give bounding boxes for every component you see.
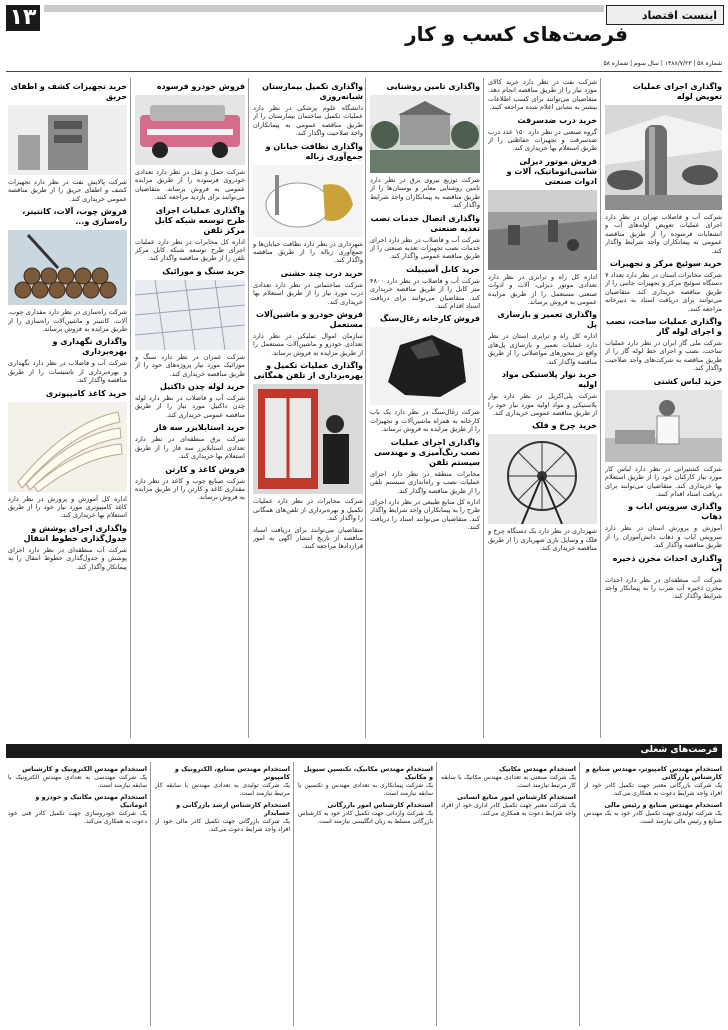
article-text: شرکت نفت در نظر دارد خرید کالای مورد نیاز را از طریق مناقصه انجام دهد. متقاضیان می‌توانند برای کسب اطلاعات بیشتر به نشانی اعلام شده مراجعه کنند. [488, 78, 597, 112]
classified-text: یک شرکت بازرگانی معتبر جهت تکمیل کادر خود از افراد واجد شرایط دعوت به همکاری می‌کند. [584, 782, 722, 797]
phone-booth-photo [253, 384, 363, 494]
headline: واگذاری عملیات اجرای طرح توسعه شبکه کابل مرکز تلفن [154, 205, 245, 235]
old-car-photo [135, 95, 245, 165]
headline: خرید استابلایزر سه فاز [154, 423, 245, 433]
column-rule [579, 762, 580, 1026]
headline: فروش موتور دیزلی شاسی‌اتوماتیک، آلات و ادوات صنعتی [506, 156, 597, 186]
headline: خرید لباس کشتی [653, 376, 722, 386]
headline: واگذاری عملیات ساخت، نصب و اجرای لوله گاز [606, 317, 722, 337]
headline: خرید کاغذ کامپیوتری [45, 388, 127, 398]
headline: فروش کاغذ و کارتن [165, 464, 245, 474]
headline: واگذاری اجرای پوشش و جدول‌گذاری خطوط انتقال [23, 523, 127, 543]
headline: فروش کارخانه زغال‌سنگ [379, 314, 480, 324]
article-text: شرکت آب منطقه‌ای در نظر دارد اجرای پوشش و جدول‌گذاری خطوط انتقال را به پیمانکار واگذار کند. [8, 545, 127, 571]
article-text: شرکت مخابرات استان در نظر دارد تعداد ۷ دستگاه سوئیچ مرکز و تجهیزات جانبی را از طریق مناقصه خریداری کند. متقاضیان می‌توانند برای دریافت اسناد به دبیرخانه مراجعه کنند. [605, 271, 722, 313]
headline: واگذاری اتصال خدمات تصب تغذیه صنعتی [370, 213, 480, 233]
column-rule [150, 762, 151, 1026]
headline: خرید درب چند حشنی [280, 268, 363, 278]
column-6 [8, 78, 127, 738]
classified-text: یک شرکت تولیدی به تعدادی مهندس با سابقه کار مرتبط نیازمند است. [155, 782, 290, 797]
column-rule [130, 78, 131, 738]
headline: خرید تجهیزات کشف و اطفای حریق [10, 82, 127, 101]
article-text: شرکت آب و فاضلاب تهران در نظر دارد اجرای عملیات تعویض لوله‌های آب و انشعابات فرسوده را از طریق مناقصه عمومی به پیمانکاران واجد شرایط واگذار کند. [605, 213, 722, 255]
classified-headline: استخدام مهندس مکانیک [499, 765, 576, 773]
plate-fork-photo [253, 165, 363, 237]
article-text: شرکت آب و فاضلاب در نظر دارد نگهداری و بهره‌برداری از تاسیسات را از طریق مناقصه واگذار کند. [8, 359, 127, 385]
headline: واگذاری سرویس ایاب و ذهاب [628, 502, 722, 522]
column-rule [483, 78, 484, 738]
headline: واگذاری عملیات تکمیل و بهره‌برداری از تلفن همگانی [253, 361, 363, 381]
fire-equipment-photo [8, 105, 127, 175]
headline: فروش چوب، آلات، کانتینر، راه‌سازی و... [22, 207, 127, 227]
classified-headline: استخدام مهندس کامپیوتر، مهندس صنایع و کارشناس بازرگانی [585, 765, 722, 781]
article-text: گروه صنعتی در نظر دارد ۱۵۰ عدد درب ضدسرقت و تجهیزات حفاظتی را از طریق استعلام بها خریداری کند. [488, 127, 597, 153]
pipes-photo [605, 105, 722, 210]
worker-photo [605, 390, 722, 462]
headline: فروش خودرو و ماشین‌آلات مستعمل [255, 310, 363, 330]
headline: واگذاری تعمیر و بازسازی پل [497, 310, 597, 330]
classified-text: یک شرکت تولیدی جهت تکمیل کادر خود به یک مهندس صنایع و رئیس مالی نیازمند است. [584, 810, 722, 825]
paper-stack-photo [8, 402, 127, 492]
classified-headline: استخدام کارشناس ارشد بازرگانی و حسابدار [176, 801, 290, 817]
headline: خرید چرخ و فلک [532, 421, 597, 431]
column-1 [605, 78, 722, 738]
article-text: مخابرات منطقه در نظر دارد اجرای عملیات نصب و راه‌اندازی سیستم تلفن را از طریق مناقصه واگذار کند. [370, 469, 480, 495]
article-text: آموزش و پرورش استان در نظر دارد سرویس ایاب و ذهاب دانش‌آموزان را از طریق مناقصه واگذار کند. [605, 524, 722, 550]
article-text: شرکت آب و فاضلاب در نظر دارد لوله چدن داکتیل مورد نیاز را از طریق مناقصه عمومی خریداری کند. [135, 394, 245, 419]
classified-headline: استخدام کارشناس امور منابع انسانی [457, 793, 576, 801]
page-number: ۱۳ [6, 5, 40, 31]
column-rule [293, 762, 294, 1026]
article-text: اداره کل مخابرات در نظر دارد عملیات اجرای طرح توسعه شبکه کابل مرکز تلفن را از طریق مناقصه واگذار کند. [135, 237, 245, 263]
section-logo: اینست اقتصاد [606, 5, 724, 25]
classified-text: یک شرکت صنعتی به تعدادی مهندس مکانیک با سابقه کار مرتبط نیازمند است. [441, 774, 576, 789]
headline: واگذاری نظافت خیابان و جمع‌آوری زباله [265, 141, 363, 161]
classified-headline: استخدام مهندس مکانیک، تکنسین سیویل و مکانیک [303, 765, 433, 781]
article-text: شرکت برق منطقه‌ای در نظر دارد تعدادی استابلایزر سه فاز را از طریق استعلام بها خریداری کند. [135, 435, 245, 461]
article-text: شرکت حمل و نقل در نظر دارد تعدادی خودروی فرسوده را از طریق مزایده عمومی به فروش برساند. متقاضیان می‌توانند برای بازدید مراجعه کنند. [135, 168, 245, 202]
headline: خرید درب ضدسرقت [517, 115, 597, 125]
logs-photo [8, 230, 127, 305]
headline: خرید سوئیچ مرکز و تجهیزات [609, 259, 722, 269]
classified-column-1 [584, 762, 722, 1026]
classifieds-band [6, 744, 722, 758]
classified-text: یک شرکت مهندسی به تعدادی مهندس الکترونیک با سابقه نیازمند است. [8, 774, 147, 789]
article-text: شرکت ساختمانی در نظر دارد تعدادی درب مورد نیاز را از طریق استعلام بها خریداری کند. [253, 280, 363, 306]
article-text: اداره کل آموزش و پرورش در نظر دارد کاغذ کامپیوتری مورد نیاز خود را از طریق استعلام بها خریداری کند. [8, 494, 127, 520]
article-text: سازمان اموال تملیکی در نظر دارد تعدادی خودرو و ماشین‌آلات مستعمل را از طریق مزایده به فروش برساند. [253, 332, 363, 357]
headline: فروش خودرو فرسوده [156, 82, 245, 91]
classified-text: یک شرکت پیمانکاری به تعدادی مهندس و تکنسین با سابقه نیازمند است. [298, 782, 433, 797]
article-text: اداره کل راه و ترابری در نظر دارد تعدادی موتور دیزلی، آلات و ادوات صنعتی مستعمل را از طریق مزایده عمومی به فروش برساند. [488, 272, 597, 307]
article-text: شهرداری در نظر دارد نظافت خیابان‌ها و جمع‌آوری زباله را از طریق مناقصه واگذار کند. [253, 239, 363, 265]
headline: واگذاری اجرای عملیات نصب رنگ‌آمیزی و مهندسی سیستم تلفن [374, 437, 480, 467]
article-text: اداره کل راه و ترابری استان در نظر دارد عملیات تعمیر و بازسازی پل‌های واقع در محورهای مواصلاتی را از طریق مناقصه واگذار کند. [488, 332, 597, 366]
building-photo [370, 95, 480, 173]
column-3 [370, 78, 480, 738]
classified-text: یک شرکت معتبر جهت تکمیل کادر اداری خود از افراد واجد شرایط دعوت به همکاری می‌کند. [441, 802, 576, 817]
classified-text: یک شرکت بازرگانی جهت تکمیل کادر مالی خود از افراد واجد شرایط دعوت می‌کند. [155, 818, 290, 833]
header-band [44, 5, 604, 12]
article-text: شهرداری در نظر دارد یک دستگاه چرخ و فلک و وسایل بازی شهربازی را از طریق مناقصه خریداری کند. [488, 527, 597, 553]
headline: واگذاری تامین روشنایی [386, 82, 480, 91]
tiles-photo [135, 280, 245, 350]
article-text: شرکت ملی گاز ایران در نظر دارد عملیات ساخت، نصب و اجرای خط لوله گاز را از طریق مناقصه به شرکت‌های واجد صلاحیت واگذار کند. [605, 339, 722, 373]
coal-photo [370, 327, 480, 405]
classified-headline: استخدام مهندس صنایع، الکترونیک و کامپیوتر [174, 765, 290, 781]
headline: واگذاری اجرای عملیات تعویض لوله [632, 82, 722, 101]
article-text: شرکت توزیع نیروی برق در نظر دارد تامین روشنایی معابر و بوستان‌ها را از طریق مناقصه به پیمانکاران واجد شرایط واگذار کند. [370, 176, 480, 210]
headline: خرید سنگ و موزائیک [162, 266, 245, 276]
article-text: شرکت صنایع چوب و کاغذ در نظر دارد مقداری کاغذ و کارتن را از طریق مزایده به فروش برساند. [135, 476, 245, 502]
article-text: متقاضیان می‌توانند برای دریافت اسناد مناقصه از تاریخ انتشار آگهی به امور قراردادها مراجعه کنند. [253, 525, 363, 551]
column-rule [365, 78, 366, 738]
article-text: شرکت پالایش نفت در نظر دارد تجهیزات کشف و اطفای حریق را از طریق مناقصه عمومی خریداری کند. [8, 178, 127, 203]
article-text: اداره کل منابع طبیعی در نظر دارد اجرای طرح را به پیمانکاران واجد شرایط واگذار کند. متقاضیان می‌توانند اسناد را دریافت کنند. [370, 497, 480, 532]
article-text: شرکت آب و فاضلاب در نظر دارد ۴۸۰۰ متر کابل را از طریق مناقصه خریداری کند. متقاضیان می‌توانند برای دریافت اسناد اقدام کنند. [370, 276, 480, 311]
headline: واگذاری تکمیل بیمارستان شبانه‌روزی [262, 82, 363, 101]
headline: واگذاری احداث مخزن ذخیره آب [612, 553, 722, 573]
classified-column-4 [155, 762, 290, 1026]
article-text: شرکت کشتیرانی در نظر دارد لباس کار مورد نیاز کارکنان خود را از طریق استعلام بها خریداری کند. متقاضیان می‌توانند برای دریافت اسناد اقدام کنند. [605, 464, 722, 498]
article-text: شرکت آب و فاضلاب در نظر دارد اجرای خدمات نصب تجهیزات تغذیه صنعتی را از طریق مناقصه عمومی واگذار کند. [370, 235, 480, 261]
article-text: شرکت مخابرات در نظر دارد عملیات تکمیل و بهره‌برداری از تلفن‌های همگانی را واگذار کند. [253, 497, 363, 523]
headline: خرید لوله چدن داکتیل [160, 382, 245, 392]
column-rule [600, 78, 601, 738]
ferris-wheel-photo [488, 434, 597, 524]
article-text: شرکت راه‌سازی در نظر دارد مقداری چوب، آلات، کانتینر و ماشین‌آلات راه‌سازی را از طریق مزایده به فروش برساند. [8, 308, 127, 334]
issue-meta: شماره ۵۸ | ۱۳۸۸/۷/۲۳ | سال سوم | شماره ۵۸ [6, 60, 722, 72]
article-text: شرکت آب منطقه‌ای در نظر دارد احداث مخزن ذخیره آب شرب را به پیمانکار واجد شرایط واگذار کند. [605, 575, 722, 601]
article-text: شرکت زغال‌سنگ در نظر دارد یک باب کارخانه به همراه ماشین‌آلات و تجهیزات را از طریق مزایده به فروش برساند. [370, 408, 480, 434]
construction-photo [488, 190, 597, 270]
article-text: شرکت پلی‌اکریل در نظر دارد نوار پلاستیکی و مواد اولیه مورد نیاز خود را از طریق مناقصه عمومی خریداری کند. [488, 392, 597, 417]
classified-column-3 [298, 762, 433, 1026]
column-2 [488, 78, 597, 738]
column-5 [135, 78, 245, 738]
article-text: دانشگاه علوم پزشکی در نظر دارد عملیات تکمیل ساختمان بیمارستان را از طریق مناقصه عمومی به پیمانکاران واجد صلاحیت واگذار کند. [253, 104, 363, 138]
classified-headline: استخدام کارشناس امور بازرگانی [327, 801, 433, 809]
article-text: شرکت عمران در نظر دارد سنگ و موزائیک مورد نیاز پروژه‌های خود را از طریق مناقصه خریداری کند. [135, 352, 245, 378]
column-4 [253, 78, 363, 738]
classified-headline: استخدام مهندس الکترونیک و کارشناس [22, 765, 147, 773]
classified-column-5 [8, 762, 147, 1026]
headline: واگذاری نگهداری و بهره‌برداری [52, 337, 127, 357]
classifieds-title: فرصت‌های شغلی [640, 745, 718, 755]
classified-headline: استخدام مهندس صنایع و رئیس مالی [604, 801, 722, 809]
page-title: فرصت‌های کسب و کار [405, 22, 628, 46]
classified-text: یک شرکت وارداتی جهت تکمیل کادر خود به کارشناس بازرگانی مسلط به زبان انگلیسی نیازمند است. [298, 810, 433, 825]
classified-text: یک شرکت خودروسازی جهت تکمیل کادر فنی خود دعوت به همکاری می‌کند. [8, 810, 147, 825]
headline: خرید کابل آسیبیلت [406, 264, 480, 274]
column-rule [436, 762, 437, 1026]
headline: خرید نوار پلاستیکی مواد اولیه [501, 370, 597, 390]
classified-column-2 [441, 762, 576, 1026]
column-rule [248, 78, 249, 738]
classified-headline: استخدام مهندس مکانیک و خودرو و اتوماتیک [35, 793, 147, 809]
